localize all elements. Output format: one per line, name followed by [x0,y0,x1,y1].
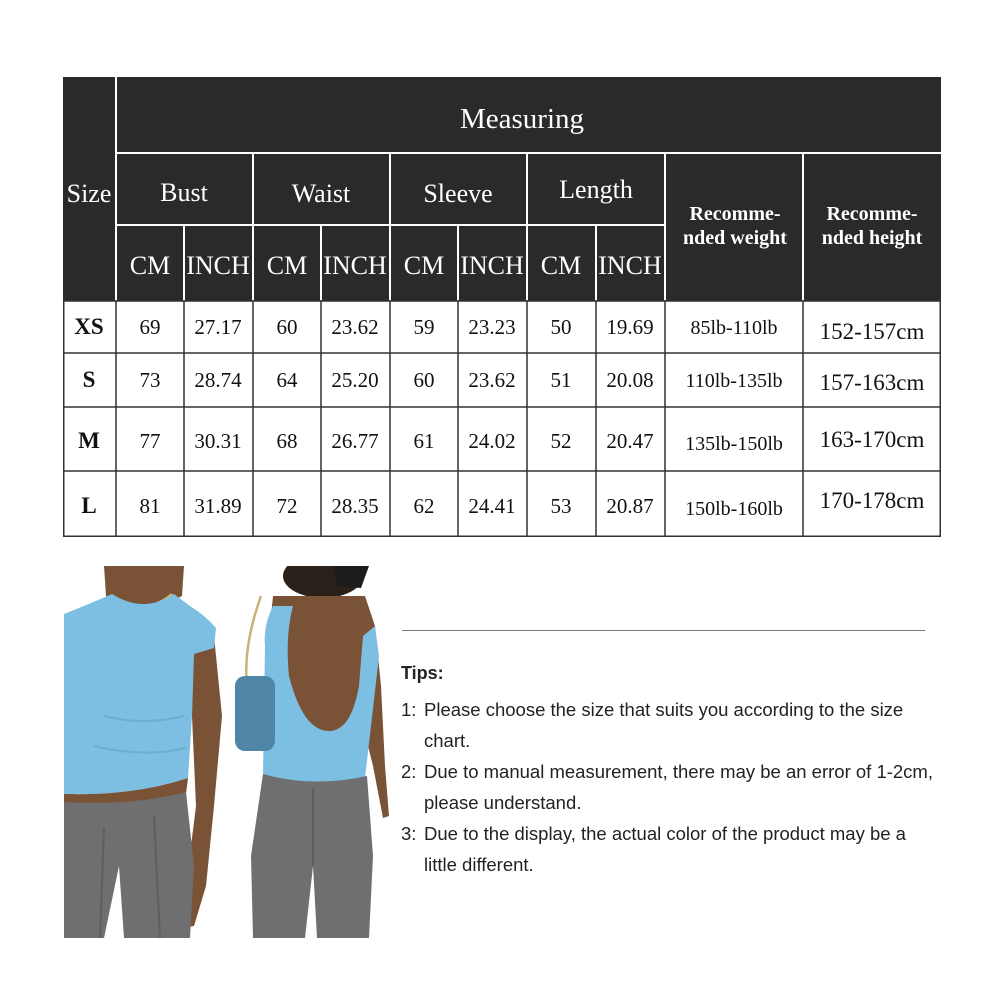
cell-sleeve-inch: 23.62 [468,368,516,392]
tip-text: Due to manual measurement, there may be an error of 1-2cm, please understand. [424,761,933,813]
cell-waist-cm: 68 [276,429,298,453]
cell-height: 152-157cm [819,319,925,344]
tip-text: Due to the display, the actual color of the product may be a little different. [424,823,906,875]
cell-waist-cm: 60 [276,315,298,339]
model-pants-front [64,792,194,938]
cell-height: 157-163cm [819,370,925,395]
tip-item-1 [401,694,941,756]
cell-waist-cm: 72 [276,494,298,518]
cell-sleeve-cm: 59 [413,315,435,339]
waist-header: Waist [291,179,351,208]
cell-waist-inch: 25.20 [331,368,379,392]
cell-length-inch: 20.47 [606,429,654,453]
cell-length-cm: 52 [550,429,572,453]
cell-size: S [82,367,96,392]
length-inch-header: INCH [598,251,662,280]
cell-bust-cm: 73 [139,368,161,392]
measuring-header: Measuring [459,103,585,135]
cell-waist-inch: 23.62 [331,315,379,339]
tip-number: 2: [401,761,417,782]
handbag [235,676,275,751]
tip-item-2 [401,756,941,818]
length-cm-header: CM [540,251,582,280]
cell-sleeve-inch: 24.41 [468,494,516,518]
bust-inch-header: INCH [186,251,250,280]
tip-text: Please choose the size that suits you according to the size chart. [424,699,904,751]
cell-bust-cm: 81 [139,494,161,518]
cell-bust-cm: 77 [139,429,161,453]
tip-number: 1: [401,699,417,720]
waist-cm-header: CM [266,251,308,280]
bust-header: Bust [160,178,208,207]
sleeve-inch-header: INCH [460,251,524,280]
cell-waist-cm: 64 [276,368,298,392]
cell-bust-inch: 28.74 [194,368,242,392]
cell-sleeve-inch: 24.02 [468,429,516,453]
height-header-line1: Recomme- [826,203,918,225]
cell-waist-inch: 28.35 [331,494,379,518]
cell-sleeve-cm: 61 [413,429,435,453]
product-photo-back [233,566,389,938]
cell-weight: 150lb-160lb [685,498,783,520]
tips-title: Tips: [401,663,444,683]
cell-height: 163-170cm [819,427,925,452]
cell-sleeve-cm: 62 [413,494,435,518]
cell-size: M [78,428,100,453]
sleeve-header: Sleeve [423,179,493,208]
cell-length-cm: 51 [550,368,572,392]
cell-length-inch: 19.69 [606,315,654,339]
cell-sleeve-inch: 23.23 [468,315,516,339]
cell-waist-inch: 26.77 [331,429,379,453]
cell-weight: 85lb-110lb [690,317,778,339]
tip-item-3 [401,818,941,880]
length-header: Length [559,175,633,204]
cell-length-cm: 50 [550,315,572,339]
size-header: Size [66,179,112,208]
height-header-line2: nded height [821,227,923,249]
cell-bust-inch: 27.17 [194,315,242,339]
cell-bust-inch: 30.31 [194,429,242,453]
size-chart-table [63,77,941,537]
cell-length-inch: 20.08 [606,368,654,392]
cell-length-cm: 53 [550,494,572,518]
cell-size: XS [74,314,104,339]
bust-cm-header: CM [129,251,171,280]
sleeve-cm-header: CM [403,251,445,280]
tips-divider [402,630,925,631]
cell-height: 170-178cm [819,488,925,513]
cell-size: L [81,493,97,518]
weight-header-line2: nded weight [683,227,787,249]
tip-number: 3: [401,823,417,844]
cell-sleeve-cm: 60 [413,368,435,392]
cell-weight: 110lb-135lb [685,370,783,392]
cell-bust-cm: 69 [139,315,161,339]
cell-bust-inch: 31.89 [194,494,242,518]
waist-inch-header: INCH [323,251,387,280]
tips-section [401,663,941,880]
cell-weight: 135lb-150lb [685,433,783,455]
product-photo-front [64,566,226,938]
weight-header-line1: Recomme- [689,203,781,225]
cell-length-inch: 20.87 [606,494,654,518]
